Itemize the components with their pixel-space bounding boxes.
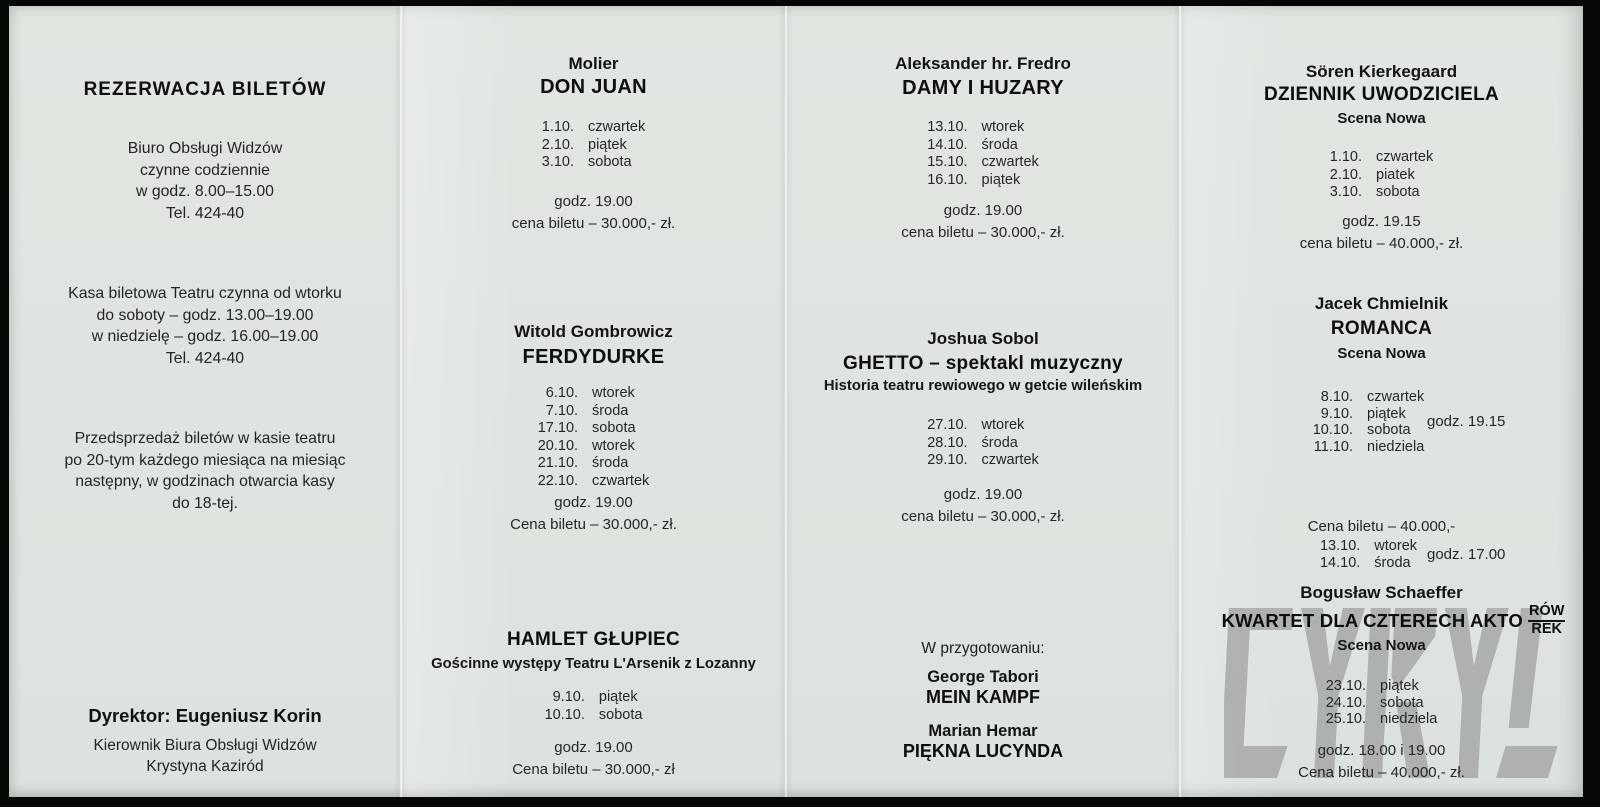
panel-reservation-info: [9, 6, 401, 797]
box-office-line: w niedzielę – godz. 16.00–19.00: [91, 328, 319, 345]
box-office-line: Kasa biletowa Teatru czynna od wtorku: [68, 285, 342, 302]
date: 21.10.: [537, 455, 579, 471]
date: 28.10.: [927, 434, 968, 451]
date: 20.10.: [537, 437, 579, 454]
office-line: w godz. 8.00–15.00: [136, 183, 274, 200]
title-suffix-stack: [1528, 604, 1565, 637]
weekday: sobota: [598, 706, 643, 723]
show-title-composite: [1180, 604, 1583, 637]
show-time: godz. 19.00: [943, 486, 1023, 503]
show-dates: [786, 416, 1180, 470]
office-line: Biuro Obsługi Widzów: [127, 140, 283, 157]
show-price: Cena biletu – 30.000,- zł.: [510, 515, 677, 533]
presale-line: do 18-tej.: [172, 494, 238, 512]
prep-author: George Tabori: [927, 668, 1039, 686]
group-time: godz. 17.00: [1427, 546, 1506, 563]
weekday: sobota: [1367, 422, 1411, 438]
show-author: Witold Gombrowicz: [514, 322, 673, 341]
date: 2.10.: [1329, 166, 1363, 183]
manager-line: Krystyna Kaziród: [146, 758, 264, 775]
date: 14.10.: [927, 136, 968, 153]
date: 29.10.: [927, 452, 968, 468]
weekday: wtorek: [981, 417, 1025, 433]
show-time-price: [401, 737, 786, 780]
weekday: środa: [981, 136, 1018, 153]
in-preparation-heading: W przygotowaniu:: [921, 640, 1045, 657]
show-time-price: [401, 191, 786, 234]
weekday: niedziela: [1367, 438, 1425, 455]
weekday: czwartek: [592, 472, 650, 489]
show-time-price: [1180, 211, 1583, 254]
show-venue: Scena Nowa: [1337, 637, 1426, 654]
date: 11.10.: [1313, 438, 1354, 455]
show-time: godz. 19.00: [554, 193, 633, 210]
show-dates: [401, 688, 786, 724]
weekday: piatek: [1376, 166, 1415, 183]
show-venue: Scena Nowa: [1337, 345, 1426, 362]
weekday: czwartek: [588, 119, 646, 135]
show-price: Cena biletu – 40.000,- zł.: [1298, 763, 1465, 781]
title-suffix-bottom: REK: [1531, 621, 1562, 637]
date: 9.10.: [552, 689, 585, 705]
box-office-line: do soboty – godz. 13.00–19.00: [96, 306, 314, 324]
date: 3.10.: [541, 154, 575, 170]
date: 6.10.: [545, 385, 579, 401]
date: 27.10.: [927, 417, 968, 433]
date: 13.10.: [927, 119, 968, 135]
weekday: czwartek: [981, 452, 1039, 468]
weekday: piątek: [588, 136, 627, 153]
show-price: Cena biletu – 30.000,- zł: [512, 760, 675, 778]
show-time: godz. 19.00: [943, 202, 1023, 219]
date: 15.10.: [927, 154, 968, 170]
show-price: cena biletu – 30.000,- zł.: [901, 507, 1065, 525]
show-price: cena biletu – 30.000,- zł.: [511, 214, 676, 232]
show-venue: Scena Nowa: [1337, 110, 1426, 127]
show-time: godz. 19.15: [1342, 213, 1421, 230]
show-title: DAMY I HUZARY: [902, 77, 1064, 99]
show-time: godz. 19.00: [554, 494, 633, 511]
office-line: Tel. 424-40: [165, 204, 245, 222]
show-time: godz. 18.00 i 19.00: [1317, 742, 1446, 759]
show-subtitle: Gościnne występy Teatru L'Arsenik z Lozanny: [431, 656, 756, 672]
weekday: sobota: [588, 154, 632, 170]
weekday: wtorek: [592, 385, 635, 401]
show-title: DZIENNIK UWODZICIELA: [1263, 84, 1500, 105]
show-author: Jacek Chmielnik: [1314, 294, 1449, 313]
weekday: środa: [592, 455, 629, 471]
show-price: cena biletu – 30.000,- zł.: [901, 223, 1065, 241]
show-time-price: [786, 200, 1180, 243]
weekday: wtorek: [592, 437, 635, 454]
date: 10.10.: [544, 706, 585, 723]
manager-line: Kierownik Biura Obsługi Widzów: [93, 737, 317, 754]
title-suffix-top: RÓW: [1528, 604, 1565, 622]
office-hours-block: [9, 138, 401, 224]
date: 25.10.: [1325, 711, 1367, 727]
show-price: Cena biletu – 40.000,-: [1307, 518, 1456, 535]
in-preparation-item: [786, 722, 1180, 761]
show-title: HAMLET GŁUPIEC: [506, 629, 681, 650]
weekday: środa: [592, 402, 629, 419]
weekday: czwartek: [1367, 389, 1425, 405]
box-office-line: Tel. 424-40: [165, 349, 245, 367]
presale-line: następny, w godzinach otwarcia kasy: [75, 473, 335, 490]
date: 23.10.: [1325, 678, 1367, 694]
date: 10.10.: [1312, 422, 1354, 438]
date: 13.10.: [1319, 538, 1361, 554]
show-dates: [1180, 148, 1583, 202]
panel-repertoire-1: [401, 6, 786, 797]
date: 22.10.: [537, 472, 579, 489]
date: 7.10.: [545, 402, 579, 419]
show-price: cena biletu – 40.000,- zł.: [1299, 234, 1464, 252]
director-line: Dyrektor: Eugeniusz Korin: [88, 705, 322, 726]
box-office-block: [9, 283, 401, 369]
prep-title: MEIN KAMPF: [926, 686, 1040, 707]
weekday: piątek: [1380, 678, 1419, 694]
show-subtitle: Historia teatru rewiowego w getcie wileńskim: [823, 378, 1143, 394]
show-title: FERDYDURKE: [522, 346, 665, 368]
weekday: czwartek: [1376, 149, 1434, 165]
panel-repertoire-2: [786, 6, 1180, 797]
date: 24.10.: [1325, 694, 1367, 711]
weekday: piątek: [598, 689, 638, 705]
weekday: sobota: [1376, 184, 1420, 200]
show-title: DON JUAN: [540, 76, 647, 98]
prep-title: PIĘKNA LUCYNDA: [902, 740, 1064, 761]
weekday: sobota: [1380, 694, 1424, 711]
brochure-paper: [9, 6, 1583, 797]
presale-block: [9, 428, 401, 514]
show-dates: [401, 384, 786, 490]
show-author: Bogusław Schaeffer: [1300, 583, 1463, 602]
show-title: GHETTO – spektakl muzyczny: [843, 353, 1123, 374]
show-dates-group-1: [1180, 388, 1583, 455]
show-dates: [786, 118, 1180, 189]
date: 8.10.: [1320, 389, 1354, 405]
show-title-main: KWARTET DLA CZTERECH AKTO: [1221, 609, 1523, 631]
show-author: Joshua Sobol: [927, 329, 1039, 348]
show-time-price: [401, 492, 786, 535]
weekday: wtorek: [981, 119, 1025, 135]
weekday: czwartek: [981, 154, 1039, 170]
date: 1.10.: [1329, 149, 1363, 165]
weekday: sobota: [592, 420, 636, 436]
office-line: czynne codziennie: [140, 161, 270, 179]
date: 16.10.: [927, 171, 968, 188]
presale-line: Przedsprzedaż biletów w kasie teatru: [74, 430, 336, 447]
date: 2.10.: [541, 136, 575, 153]
show-dates: [1180, 677, 1583, 728]
show-author: Aleksander hr. Fredro: [895, 54, 1071, 73]
show-author: Sören Kierkegaard: [1305, 62, 1458, 81]
show-time-price: [1180, 740, 1583, 783]
show-time-price: [786, 484, 1180, 527]
panel-repertoire-3: [1180, 6, 1583, 797]
weekday: niedziela: [1380, 711, 1438, 727]
date: 1.10.: [541, 119, 575, 135]
weekday: piątek: [981, 171, 1021, 188]
weekday: środa: [981, 434, 1018, 451]
date: 17.10.: [537, 420, 579, 436]
prep-author: Marian Hemar: [928, 722, 1038, 740]
show-time: godz. 19.00: [554, 739, 633, 756]
reservation-title: REZERWACJA BILETÓW: [83, 79, 327, 100]
weekday: piątek: [1367, 405, 1406, 422]
show-title: ROMANCA: [1330, 318, 1433, 339]
weekday: wtorek: [1374, 538, 1418, 554]
show-dates-group-2: [1180, 537, 1583, 571]
date: 3.10.: [1329, 184, 1363, 200]
weekday: środa: [1374, 554, 1411, 571]
show-author: Molier: [568, 54, 619, 73]
date: 9.10.: [1320, 405, 1354, 422]
manager-block: [9, 735, 401, 777]
show-dates: [401, 118, 786, 172]
date: 14.10.: [1319, 554, 1361, 571]
group-time: godz. 19.15: [1427, 413, 1506, 430]
presale-line: po 20-tym każdego miesiąca na miesiąc: [64, 451, 346, 469]
in-preparation-item: [786, 668, 1180, 707]
